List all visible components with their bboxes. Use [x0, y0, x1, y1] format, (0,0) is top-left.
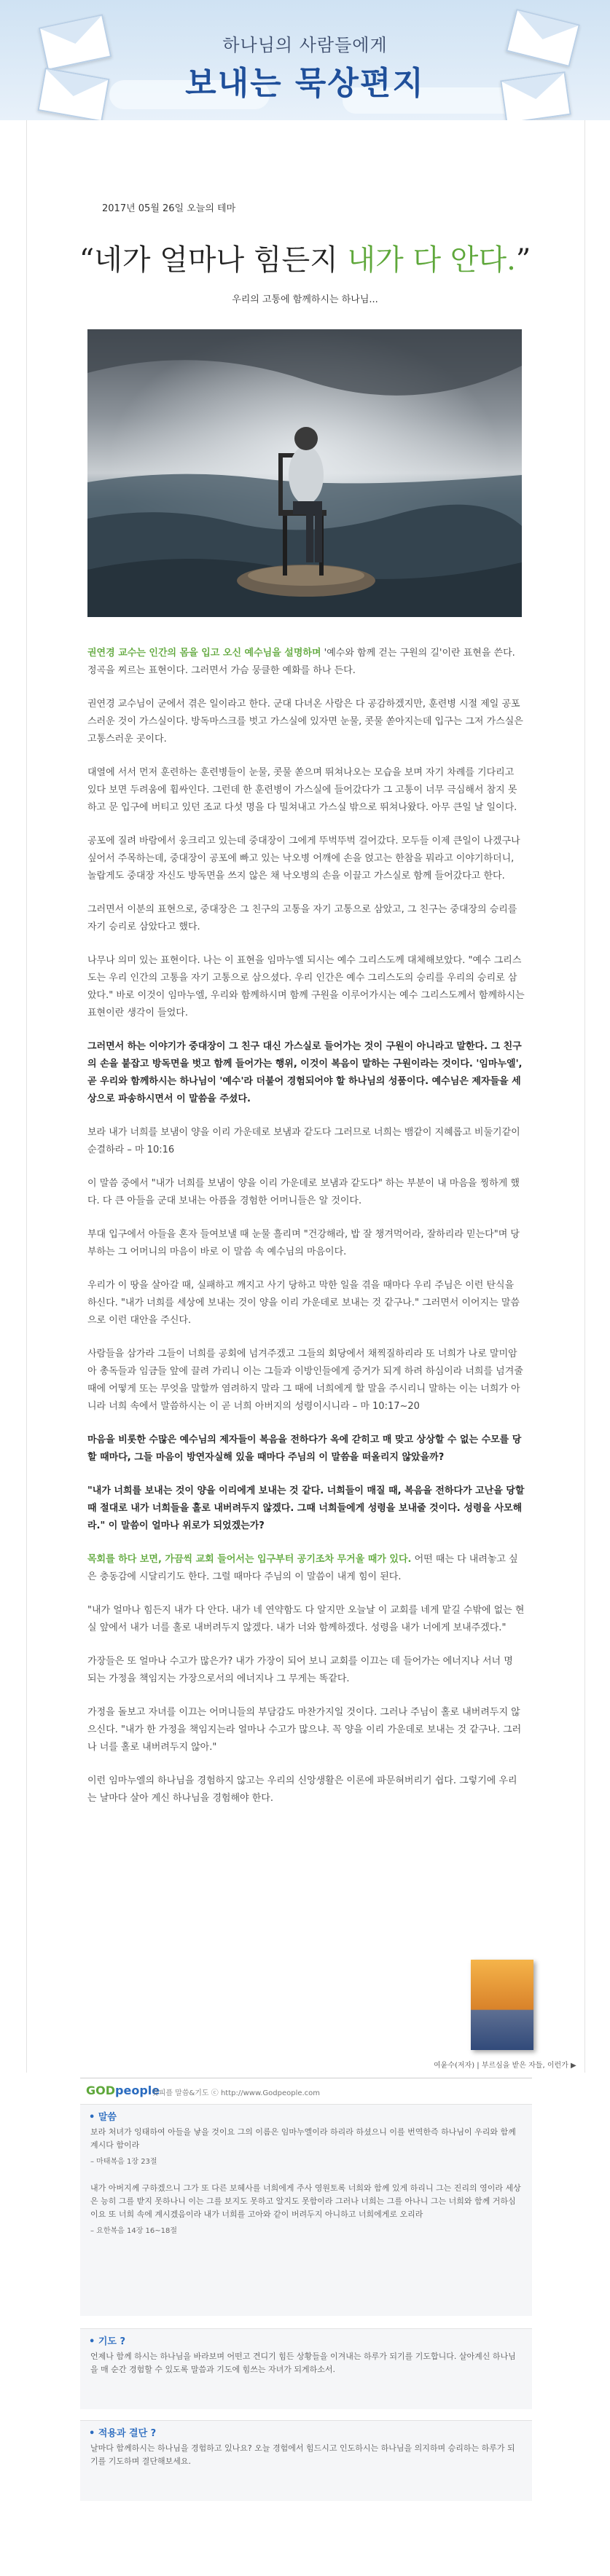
- green-highlight: 권연경 교수는 인간의 몸을 입고 오신 예수님을 설명하며: [87, 648, 321, 659]
- paragraph: 권연경 교수님이 군에서 겪은 일이라고 한다. 군대 다녀온 사람은 다 공감하겠지만, 훈련병 시절 제일 공포스러운 것이 가스실이다. 방독마스크를 벗고 가스실에 있자면 눈물, 콧물 쏟아지는데 입구는 그저 가스실은 고통스러운 곳이다.: [87, 699, 523, 745]
- book-cover-image[interactable]: [471, 1960, 533, 2050]
- paragraph: "내가 얼마나 힘든지 내가 다 안다. 내가 네 연약함도 다 알지만 오늘날 이 교회를 네게 맡길 수밖에 없는 현실 앞에서 내가 너를 홀로 내버려두지 않겠다. 내가 너와 함께하겠다. 성령을 내가 너에게 보내주겠다.": [87, 1605, 525, 1633]
- paragraph-text: '예수와 함께 걷는 구원의 길'이란 표현을 쓴다. 정곡을 찌르는 표현이다. 그러면서 가슴 뭉클한 예화를 하나 든다.: [87, 648, 515, 676]
- paragraph-bold: 그러면서 하는 이야기가 중대장이 그 친구 대신 가스실로 들어가는 것이 구원이 아니라고 말한다. 그 친구의 손을 붙잡고 방독면을 벗고 함께 들어가는 행위, 이것이 복음이 말하는 구원이라는 것이다. '임마누엘', 곧 우리와 함께하시는 하나님이 '예수'라 더불어 경험되어야 할 하나님의 성품이다. 예수님은 제자들을 세상으로 파송하시면서 이 말씀을 주셨다.: [87, 1041, 523, 1104]
- title-quote: ”: [515, 243, 531, 277]
- word-reference: – 요한복음 14장 16~18절: [90, 2227, 178, 2235]
- paragraph: 부대 입구에서 아들을 혼자 들여보낼 때 눈물 흘리며 "건강해라, 밥 잘 챙겨먹어라, 잘하리라 믿는다"며 당부하는 그 어머니의 마음이 바로 이 말씀 속 예수님의 마음이다.: [87, 1229, 520, 1257]
- paragraph: 그러면서 이분의 표현으로, 중대장은 그 친구의 고통을 자기 고통으로 삼았고, 그 친구는 중대장의 승리를 자기 승리로 삼았다고 했다.: [87, 904, 517, 932]
- paragraph: 대열에 서서 먼저 훈련하는 훈련병들이 눈물, 콧물 쏟으며 뛰쳐나오는 모습을 보며 자기 차례를 기다리고 있다 보면 두려움에 휩싸인다. 그런데 한 훈련병이 가스실에 들어갔다가 그 고통이 너무 극심해서 참지 못하고 문 입구에 버티고 있던 조교 다섯 명을 다 밀쳐내고 가스실 밖으로 뛰쳐나왔다. 아무 큰일 날 일이다.: [87, 767, 517, 813]
- book-caption-link[interactable]: 여윤수(저자) | 부르심을 받은 자들, 이런가 ▶: [434, 2062, 576, 2070]
- word-reference: – 마태복음 1장 23절: [90, 2158, 157, 2166]
- scripture-quote: 사람들을 삼가라 그들이 너희를 공회에 넘겨주겠고 그들의 회당에서 채찍질하리라 또 너희가 나로 말미암아 총독들과 임금들 앞에 끌려 가리니 이는 그들과 이방인들에게 증거가 되게 하려 하심이라 너희를 넘겨줄 때에 어떻게 또는 무엇을 말할까 염려하지 말라 그 때에 너희에게 할 말을 주시리니 말하는 이는 너희가 아니라 너희 속에서 말씀하시는 이 곧 너희 아버지의 성령이시니라 – 마 10:17~20: [87, 1348, 523, 1412]
- scripture-quote: 보라 내가 너희를 보냄이 양을 이리 가운데로 보냄과 같도다 그러므로 너희는 뱀같이 지혜롭고 비둘기같이 순결하라 – 마 10:16: [87, 1127, 520, 1155]
- prayer-box: [80, 2328, 532, 2409]
- paragraph: 공포에 질려 바람에서 웅크리고 있는데 중대장이 그에게 뚜벅뚜벅 걸어갔다. 모두들 이제 큰일이 나겠구나 싶어서 주목하는데, 중대장이 공포에 빠고 있는 낙오병 어깨에 손을 얹고는 한참을 뭐라고 이야기하더니, 놀랍게도 중대장 자신도 방독면을 쓰지 않은 채 낙오병의 손을 이끌고 가스실로 함께 들어갔다고 한다.: [87, 836, 520, 881]
- hero-image: [87, 329, 522, 617]
- header-title: 보내는 묵상편지: [185, 65, 425, 102]
- paragraph: 나무나 의미 있는 표현이다. 나는 이 표현을 임마누엘 되시는 예수 그리스도께 대체해보았다. "예수 그리스도는 우리 인간의 고통을 자기 고통으로 삼으셨다. 우리 인간은 예수 그리스도의 승리를 우리의 승리로 삼았다." 바로 이것이 임마누엘, 우리와 함께하시며 함께 구원을 이루어가시는 예수 그리스도께서 함께하시는 표현이란 생각이 들었다.: [87, 955, 525, 1018]
- paragraph: 가정을 돌보고 자녀를 이끄는 어머니들의 부담감도 마찬가지일 것이다. 그러나 주님이 홀로 내버려두지 않으신다. "내가 한 가정을 책임지는라 얼마나 수고가 많으냐. 꼭 양을 이리 가운데로 보내는 것 같구나. 그러나 너를 홀로 내버려두지 않아.": [87, 1707, 522, 1753]
- header-subtitle: 하나님의 사람들에게: [222, 35, 388, 55]
- paragraph-bold: "내가 너희를 보내는 것이 양을 이리에게 보내는 것 같다. 너희들이 매질 때, 복음을 전하다가 고난을 당할 때 절대로 내가 너희들을 홀로 내버려두지 않겠다. 그때 너희들에게 성령을 보내줄 것이다. 성령을 사모해라." 이 말씀이 얼마나 위로가 되었겠는가?: [87, 1485, 525, 1531]
- title-highlight: 내가 다 안다.: [347, 243, 516, 277]
- paragraph-text: 어떤 때는 다 내려놓고 싶은 충동감에 시달리기도 한다. 그럴 때마다 주님의 이 말씀이 내게 힘이 된다.: [87, 1554, 518, 1582]
- paragraph: 가장들은 또 얼마나 수고가 많은가? 내가 가장이 되어 보니 교회를 이끄는 데 들어가는 에너지나 서너 명 되는 가정을 책임지는 가장으로서의 에너지나 그 무게는 똑같다.: [87, 1656, 513, 1684]
- paragraph: 이 말씀 중에서 "내가 너희를 보냄이 양을 이리 가운데로 보냄과 같도다" 하는 부분이 내 마음을 찡하게 했다. 다 큰 아들을 군대 보내는 아픔을 경험한 어머니들은 알 것이다.: [87, 1178, 520, 1206]
- title-text: “네가 얼마나 힘든지: [79, 243, 348, 277]
- word-text: 보라 처녀가 잉태하여 아들을 낳을 것이요 그의 이름은 임마누엘이라 하리라 하셨으니 이를 번역한즉 하나님이 우리와 함께 계시다 함이라: [90, 2127, 516, 2150]
- paragraph: [87, 645, 525, 680]
- apply-text: 날마다 함께하시는 하나님을 경험하고 있나요? 오늘 경험에서 힘드시고 인도하시는 하나님을 의지하며 승리하는 하루가 되기를 기도하며 결단해보세요.: [90, 2443, 515, 2466]
- word-text: 내가 아버지께 구하겠으니 그가 또 다른 보혜사를 너희에게 주사 영원토록 너희와 함께 있게 하리니 그는 진리의 영이라 세상은 능히 그를 받지 못하나니 이는 그를 보지도 못하고 알지도 못함이라 그러나 너희는 그를 아나니 그는 너희와 함께 거하심이요 또 너희 속에 계시겠음이라 내가 너희를 고아와 같이 버려두지 아니하고 너희에게로 오리라: [90, 2183, 521, 2219]
- letter-header: [0, 0, 610, 120]
- paragraph: 우리가 이 땅을 살아갈 때, 실패하고 깨지고 사기 당하고 막한 일을 겪을 때마다 우리 주님은 이런 탄식을 하신다. "내가 너희를 세상에 보내는 것이 양을 이리 가운데로 보내는 것 같구나." 그러면서 이어지는 말씀으로 이런 대안을 주신다.: [87, 1280, 520, 1326]
- paragraph: [87, 1551, 525, 1586]
- prayer-heading: • 기도 ?: [89, 2336, 126, 2347]
- green-highlight: 목회를 하다 보면, 가끔씩 교회 들어서는 입구부터 공기조차 무거울 때가 있다.: [87, 1554, 412, 1565]
- prayer-text: 언제나 함께 하시는 하나님을 바라보며 어떤고 견디기 힘든 상황들을 이겨내는 하루가 되기를 기도합니다. 살아계신 하나님을 매 순간 경험할 수 있도록 말씀과 기도에 힘쓰는 자녀가 되게하소서.: [90, 2352, 516, 2374]
- theme-date: 2017년 05월 26일 오늘의 테마: [102, 203, 236, 214]
- logo-people: people: [115, 2084, 160, 2097]
- apply-box: [80, 2420, 532, 2501]
- word-heading: • 말씀: [89, 2112, 117, 2123]
- paragraph: 이런 임마누엘의 하나님을 경험하지 않고는 우리의 신앙생활은 이론에 파문혀버리기 쉽다. 그렇기에 우리는 날마다 살아 계신 하나님을 경험해야 한다.: [87, 1775, 517, 1804]
- footer-tagline: 갓피플 말씀&기도 ⓒ http://www.Godpeople.com: [152, 2089, 321, 2097]
- article-title: [0, 237, 610, 278]
- article-subtitle: 우리의 고통에 함께하시는 하나님...: [232, 294, 378, 305]
- article-body: [87, 645, 525, 1823]
- logo-god: GOD: [86, 2084, 116, 2097]
- apply-heading: • 적용과 결단 ?: [89, 2428, 157, 2439]
- word-box: [80, 2104, 532, 2316]
- paragraph-bold: 마음을 비롯한 수많은 예수님의 제자들이 복음을 전하다가 옥에 갇히고 매 맞고 상상할 수 없는 수모를 당할 때마다, 그들 마음이 방연자실해 있을 때마다 주님의 이 말씀을 떠올리지 않았을까?: [87, 1434, 522, 1463]
- godpeople-logo[interactable]: [86, 2084, 160, 2097]
